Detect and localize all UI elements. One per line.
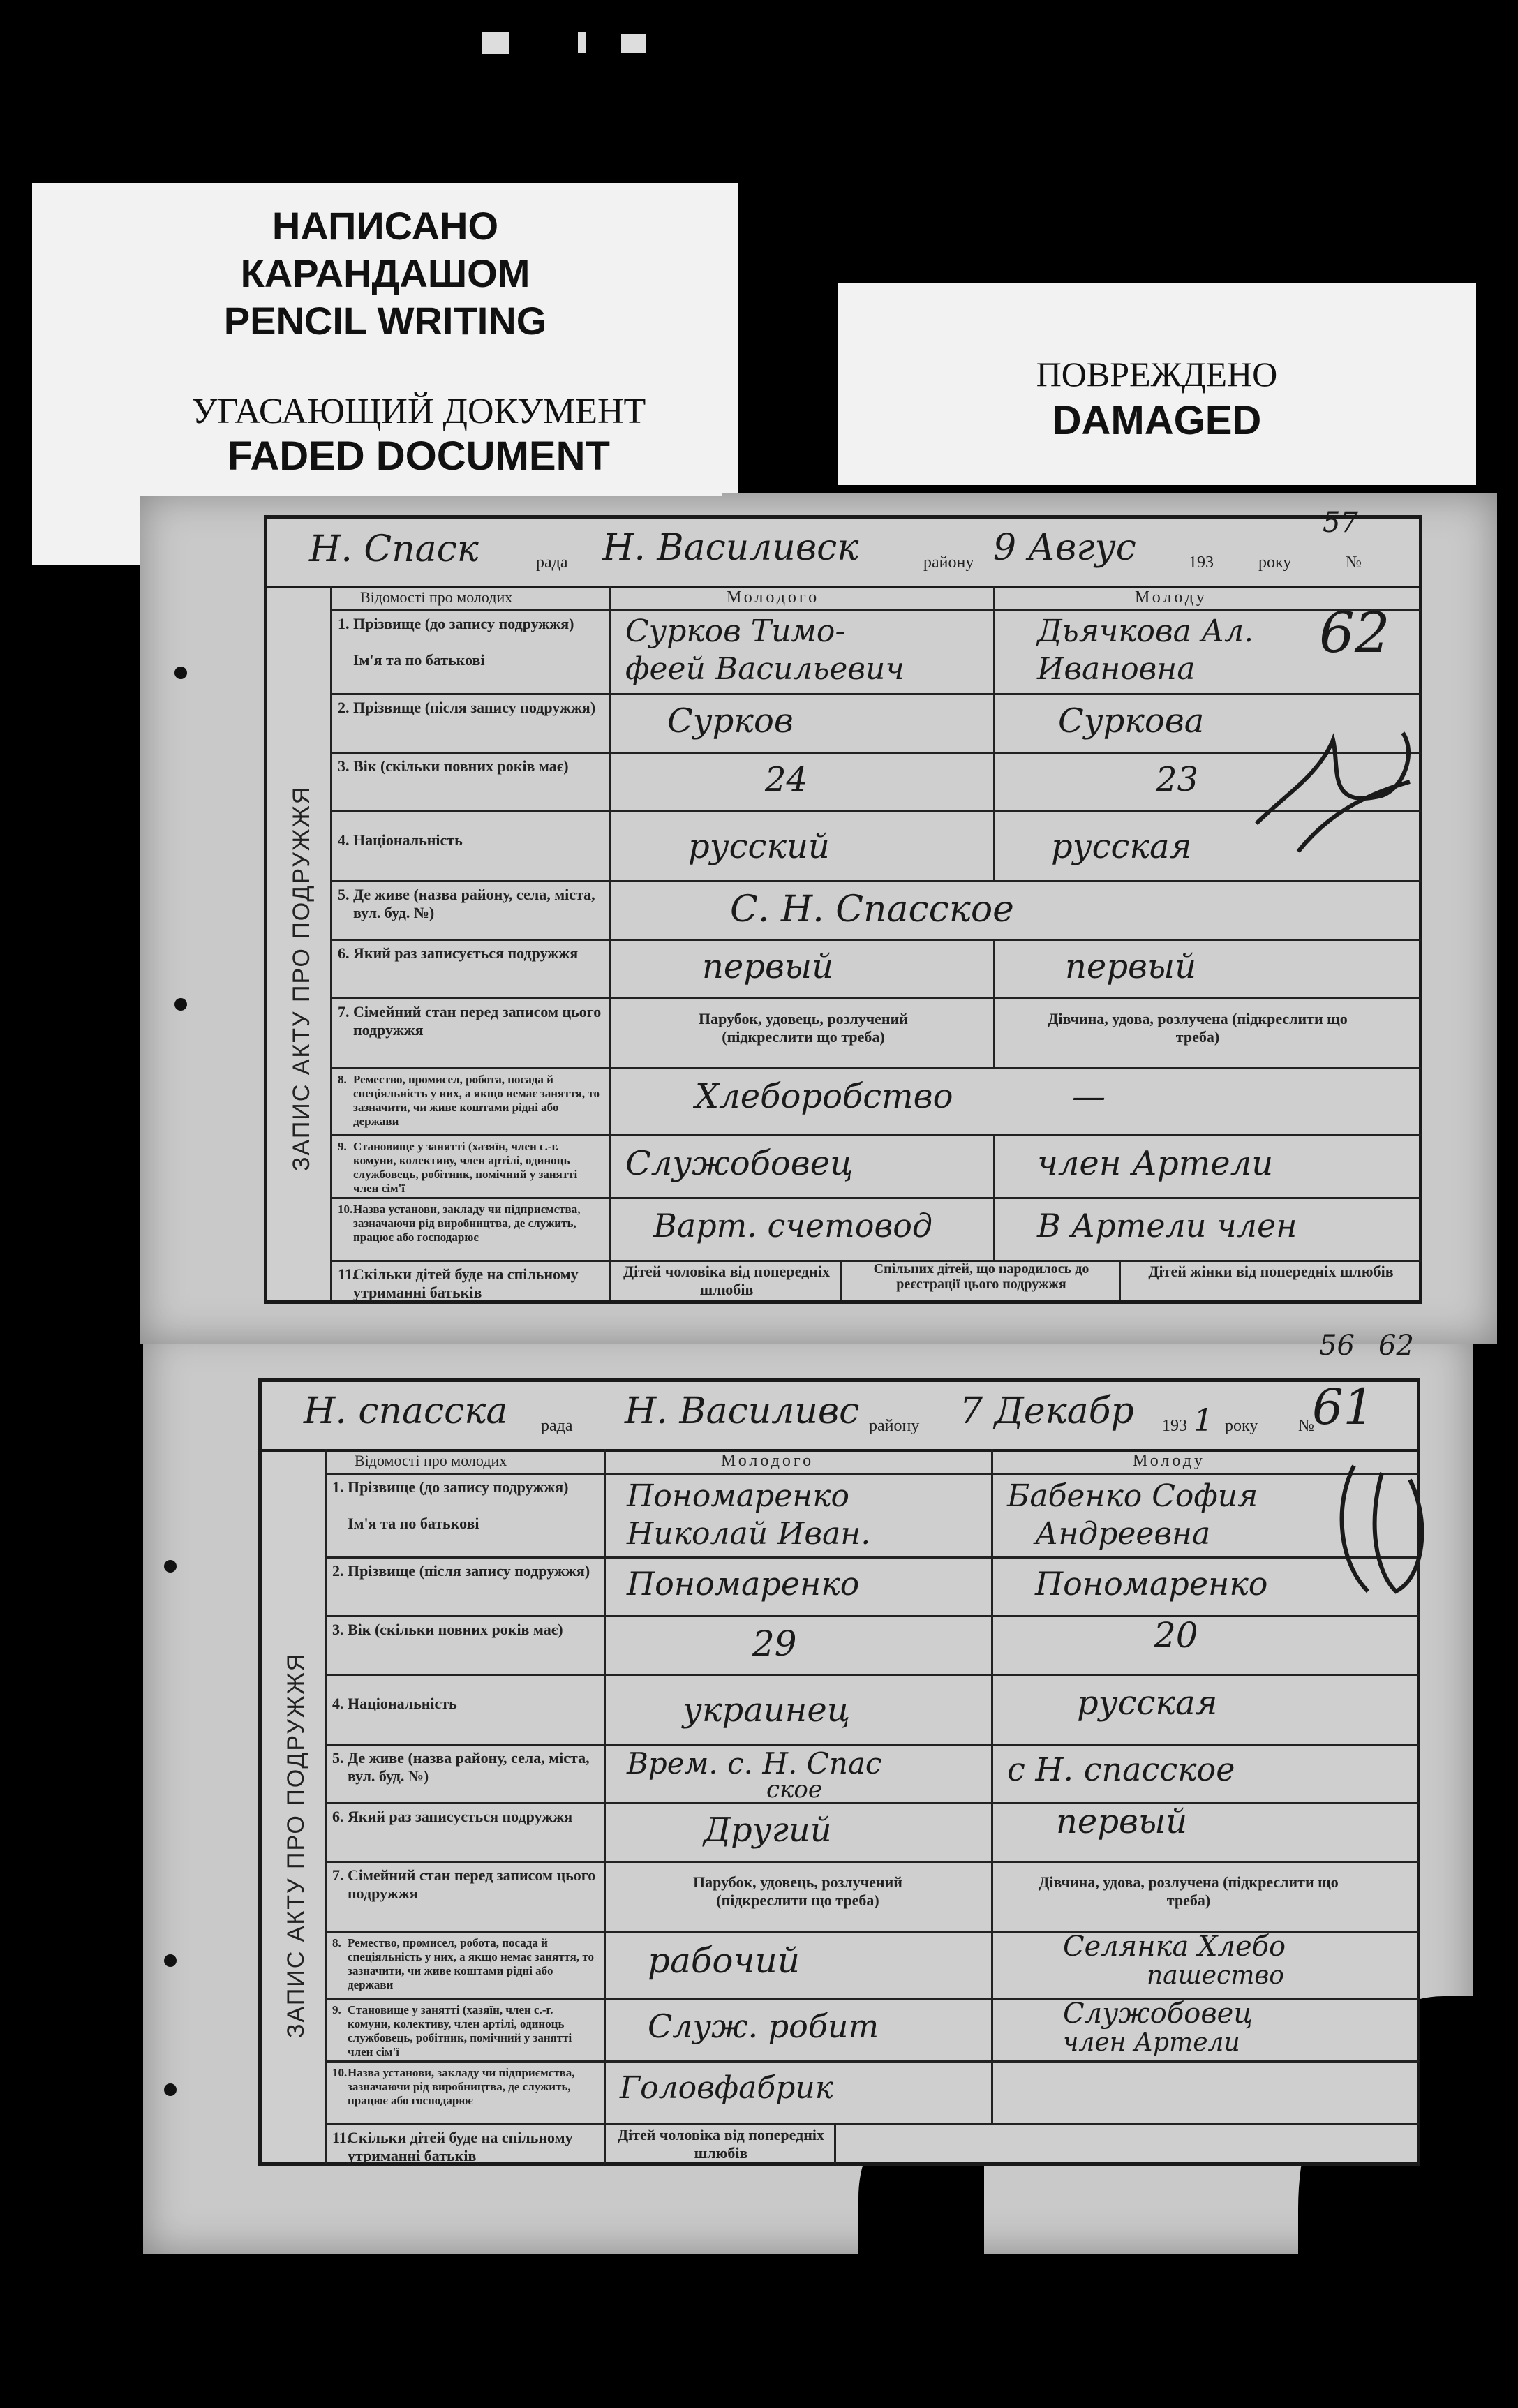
record-2-margin-number: 56 — [1319, 1330, 1355, 1362]
record-2-col-headers — [327, 1449, 1419, 1475]
groom-marriage-count: Другий — [704, 1811, 832, 1850]
record-2-year-suffix: 1 — [1193, 1403, 1213, 1439]
record-1-row-8 — [332, 1067, 1421, 1136]
record-1-rada-value: Н. Спаск — [309, 528, 479, 570]
record-1-signature-mark — [1242, 712, 1424, 872]
row-7-groom — [611, 997, 995, 1067]
record-1-row-7 — [332, 997, 1421, 1069]
row-10-label: 10. Назва установи, закладу чи підприємства, зазначаючи рід виробництва, де служить, працює або господарює — [332, 1197, 611, 1260]
row-2-groom — [611, 693, 995, 752]
pencil-label-en: PENCIL WRITING — [223, 299, 547, 343]
record-2-year-label: року — [1225, 1417, 1258, 1435]
groom-marital-status-options: Парубок, удовець, розлучений (підкреслити що треба) — [693, 1873, 902, 1909]
row-11-groom-children: Дітей чоловіка від попередніх шлюбів — [611, 1260, 842, 1300]
bride-occupation: — — [1072, 1077, 1106, 1116]
bride-employment-status: Служобовец — [1063, 1998, 1253, 2030]
record-2-entry-number: 61 — [1312, 1378, 1375, 1436]
record-2-form — [258, 1378, 1420, 2166]
row-3-label: 3. Вік (скільки повних років має) — [327, 1615, 606, 1674]
row-5-bride — [993, 1744, 1419, 1802]
bride-marriage-count: первый — [1065, 947, 1196, 986]
clip-mark — [482, 32, 509, 54]
row-1-groom — [611, 609, 995, 693]
groom-occupation: рабочий — [648, 1940, 800, 1981]
bride-employment-status: член Артели — [1037, 1144, 1274, 1183]
damaged-label — [838, 283, 1476, 485]
record-2-row-1 — [327, 1473, 1419, 1559]
groom-surname-after: Сурков — [667, 701, 794, 741]
row-8-groom — [611, 1067, 995, 1134]
record-1-side-title: ЗАПИС АКТУ ПРО ПОДРУЖЖЯ — [288, 785, 315, 1171]
record-2-row-9 — [327, 1998, 1419, 2063]
groom-residence-line2: ское — [766, 1776, 822, 1804]
bride-nationality: русская — [1051, 827, 1192, 866]
row-3-label: 3. Вік (скільки повних років має) — [332, 752, 611, 810]
row-6-groom — [606, 1802, 993, 1861]
row-6-groom — [611, 939, 995, 997]
col-header-bride: Молоду — [1133, 1452, 1205, 1470]
col-header-groom: Молодого — [727, 588, 820, 607]
record-1-row-1 — [332, 609, 1421, 695]
bride-nationality: русская — [1077, 1684, 1218, 1723]
record-2-signature-mark — [1326, 1452, 1438, 1605]
row-7-bride — [995, 997, 1421, 1067]
row-6-bride — [993, 1802, 1419, 1861]
row-5-groom — [611, 880, 1014, 939]
record-1-rada-label: рада — [536, 553, 568, 572]
row-5-label: 5. Де живе (назва району, села, міста, вул. буд. №) — [327, 1744, 606, 1802]
row-4-bride — [993, 1674, 1419, 1744]
record-2-no-label: № — [1298, 1417, 1314, 1435]
row-6-bride — [995, 939, 1421, 997]
punch-hole — [174, 667, 187, 679]
record-2-row-4 — [327, 1674, 1419, 1746]
row-10-groom — [611, 1197, 995, 1260]
groom-age: 29 — [752, 1623, 797, 1664]
row-2-groom — [606, 1556, 993, 1615]
faded-label-ru: УГАСАЮЩИЙ ДОКУМЕНТ — [191, 392, 646, 431]
row-8-bride — [995, 1067, 1421, 1134]
row-7-groom — [606, 1861, 993, 1931]
groom-nationality: украинец — [683, 1690, 851, 1730]
record-1-col-headers — [332, 586, 1421, 611]
faded-label-en: FADED DOCUMENT — [228, 433, 610, 479]
groom-nationality: русский — [688, 827, 830, 866]
row-9-label: 9. Становище у занятті (хазяїн, член с.-г. комуни, колективу, член артілі, одиноць службовець, робітник, помічний у занятті член сім'ї — [332, 1134, 611, 1197]
record-2-row-5 — [327, 1744, 1419, 1804]
bride-employment-status-line2: член Артели — [1063, 2028, 1240, 2057]
bride-surname-after: Пономаренко — [1035, 1565, 1268, 1603]
record-2-rayon-label: району — [869, 1417, 920, 1435]
record-1-year-prefix: 193 — [1189, 553, 1214, 572]
faded-document-label — [115, 364, 722, 496]
col-header-groom-cell — [606, 1449, 993, 1473]
groom-age: 24 — [765, 760, 808, 799]
punch-hole — [164, 1560, 177, 1573]
row-1-label: 1. Прізвище (до запису подружжя) Ім'я та по батькові — [332, 609, 611, 693]
bride-residence: с Н. спасское — [1007, 1751, 1235, 1788]
row-4-groom — [606, 1674, 993, 1744]
record-2-rayon-value: Н. Василивс — [625, 1390, 860, 1432]
col-header-info: Відомості про молодих — [327, 1449, 606, 1473]
record-1-table — [330, 586, 1421, 1300]
bride-occupation-line2: пашество — [1147, 1961, 1284, 1990]
record-1-date-value: 9 Авгус — [993, 527, 1136, 569]
row-5-groom — [606, 1744, 993, 1802]
groom-surname-before: Пономаренко — [627, 1478, 849, 1514]
record-1-entry-number: 62 — [1319, 600, 1390, 665]
groom-residence: С. Н. Спасское — [730, 889, 1014, 930]
record-1-header — [267, 519, 1419, 588]
damaged-label-en: DAMAGED — [1052, 398, 1262, 443]
bride-age: 23 — [1156, 760, 1199, 799]
record-1-no-label: № — [1346, 553, 1362, 572]
record-2-row-2 — [327, 1556, 1419, 1617]
record-2-header — [262, 1382, 1417, 1452]
bride-occupation: Селянка Хлебо — [1063, 1931, 1286, 1963]
row-1-groom — [606, 1473, 993, 1556]
groom-workplace: Варт. счетовод — [653, 1207, 933, 1244]
row-3-groom — [611, 752, 995, 810]
row-11-label: 11. Скільки дітей буде на спільному утриманні батьків — [327, 2123, 606, 2164]
bride-marriage-count: первый — [1056, 1802, 1187, 1841]
bride-name: Андреевна — [1035, 1516, 1211, 1552]
col-header-bride: Молоду — [1135, 588, 1207, 607]
record-1-row-9 — [332, 1134, 1421, 1199]
bride-surname-before: Бабенко София — [1007, 1478, 1258, 1514]
punch-hole — [164, 2083, 177, 2096]
record-1-row-5 — [332, 880, 1421, 941]
row-11-label: 11. Скільки дітей буде на спільному утриманні батьків — [332, 1260, 611, 1300]
damaged-label-ru: ПОВРЕЖДЕНО — [1036, 355, 1278, 394]
record-1-row-6 — [332, 939, 1421, 999]
row-9-groom — [606, 1998, 993, 2060]
row-2-label: 2. Прізвище (після запису подружжя) — [327, 1556, 606, 1615]
row-1-label: 1. Прізвище (до запису подружжя) Ім'я та по батькові — [327, 1473, 606, 1556]
row-7-bride — [993, 1861, 1419, 1931]
groom-marital-status-options: Парубок, удовець, розлучений (підкреслити що треба) — [699, 1010, 908, 1046]
groom-marriage-count: первый — [702, 947, 833, 986]
pencil-label-ru-1: НАПИСАНО — [271, 204, 499, 248]
col-header-groom: Молодого — [721, 1452, 814, 1470]
row-8-bride — [993, 1931, 1419, 1998]
record-2-margin-number-2: 62 — [1378, 1330, 1414, 1362]
record-2-row-8 — [327, 1931, 1419, 2000]
row-9-label: 9. Становище у занятті (хазяїн, член с.-г. комуни, колективу, член артілі, одиноць службовець, робітник, помічний у занятті член сім'ї — [327, 1998, 606, 2060]
row-5-label: 5. Де живе (назва району, села, міста, вул. буд. №) — [332, 880, 611, 939]
row-8-label: 8. Ремество, промисел, робота, посада й спеціяльність у них, а якщо немає заняття, то зазначити, чи живе коштами рідні або держави — [332, 1067, 611, 1134]
row-10-bride — [995, 1197, 1421, 1260]
record-2-row-10 — [327, 2060, 1419, 2125]
record-1-rayon-label: району — [923, 553, 974, 572]
row-9-bride — [995, 1134, 1421, 1197]
bride-age: 20 — [1154, 1615, 1198, 1656]
row-7-label: 7. Сімейний стан перед записом цього подружжя — [327, 1861, 606, 1931]
groom-employment-status: Служ. робит — [648, 2007, 879, 2045]
bride-surname-after: Суркова — [1058, 701, 1205, 741]
col-header-info: Відомості про молодих — [332, 586, 611, 609]
record-2-row-3 — [327, 1615, 1419, 1676]
record-2-row-11 — [327, 2123, 1419, 2164]
row-4-label: 4. Національність — [327, 1674, 606, 1744]
groom-name: феей Васильевич — [625, 651, 905, 687]
bride-marital-status-options: Дівчина, удова, розлучена (підкреслити що треба) — [1048, 1010, 1348, 1046]
record-1-row-10 — [332, 1197, 1421, 1262]
row-2-label: 2. Прізвище (після запису подружжя) — [332, 693, 611, 752]
row-3-bride — [993, 1615, 1419, 1674]
row-10-label: 10. Назва установи, закладу чи підприємства, зазначаючи рід виробництва, де служить, працює або господарює — [327, 2060, 606, 2123]
pencil-label-ru-2: КАРАНДАШОМ — [240, 251, 530, 295]
row-6-label: 6. Який раз записується подружжя — [332, 939, 611, 997]
row-11-bride-children: Дітей жінки від попередніх шлюбів — [1148, 1263, 1394, 1280]
bride-workplace: В Артели член — [1037, 1207, 1297, 1244]
bride-name: Ивановна — [1037, 651, 1196, 687]
record-2-rada-label: рада — [541, 1417, 573, 1435]
row-9-bride — [993, 1998, 1419, 2060]
record-1-row-11 — [332, 1260, 1421, 1300]
punch-hole — [164, 1954, 177, 1967]
row-7-label: 7. Сімейний стан перед записом цього подружжя — [332, 997, 611, 1067]
groom-residence: Врем. с. Н. Спас — [627, 1746, 882, 1781]
groom-surname-before: Сурков Тимо- — [625, 614, 846, 649]
row-11-joint-children: Спільних дітей, що народилось до реєстрації цього подружжя — [842, 1260, 1121, 1300]
record-2-date-value: 7 Декабр — [960, 1390, 1134, 1432]
punch-hole — [174, 998, 187, 1011]
groom-name: Николай Иван. — [627, 1516, 871, 1552]
record-1-margin-number: 57 — [1323, 507, 1358, 539]
record-2-side-title: ЗАПИС АКТУ ПРО ПОДРУЖЖЯ — [283, 1652, 309, 2038]
record-2-row-6 — [327, 1802, 1419, 1863]
groom-surname-after: Пономаренко — [627, 1565, 860, 1603]
row-8-label: 8. Ремество, промисел, робота, посада й спеціяльність у них, а якщо немає заняття, то зазначити, чи живе коштами рідні або держави — [327, 1931, 606, 1998]
row-10-groom — [606, 2060, 993, 2123]
row-9-groom — [611, 1134, 995, 1197]
record-2-table — [325, 1449, 1419, 2164]
record-1-rayon-value: Н. Василивск — [602, 527, 859, 569]
record-1-year-label: року — [1258, 553, 1292, 572]
groom-employment-status: Служобовец — [625, 1144, 854, 1183]
col-header-groom-cell — [611, 586, 995, 609]
row-11-groom-children: Дітей чоловіка від попередніх шлюбів — [606, 2123, 836, 2164]
bride-marital-status-options: Дівчина, удова, розлучена (підкреслити що треба) — [1039, 1873, 1339, 1909]
row-6-label: 6. Який раз записується подружжя — [327, 1802, 606, 1861]
row-4-groom — [611, 810, 995, 880]
row-3-groom — [606, 1615, 993, 1674]
groom-occupation: Хлеборобство — [695, 1077, 953, 1116]
row-8-groom — [606, 1931, 993, 1998]
record-1-form — [264, 515, 1422, 1304]
record-2-rada-value: Н. спасска — [304, 1390, 508, 1432]
row-4-label: 4. Національність — [332, 810, 611, 880]
clip-mark — [578, 32, 586, 53]
bride-surname-before: Дьячкова Ал. — [1037, 614, 1254, 649]
record-2-row-7 — [327, 1861, 1419, 1933]
record-2-year-prefix: 193 — [1162, 1417, 1187, 1435]
groom-workplace: Головфабрик — [620, 2070, 834, 2106]
clip-mark — [621, 34, 646, 53]
